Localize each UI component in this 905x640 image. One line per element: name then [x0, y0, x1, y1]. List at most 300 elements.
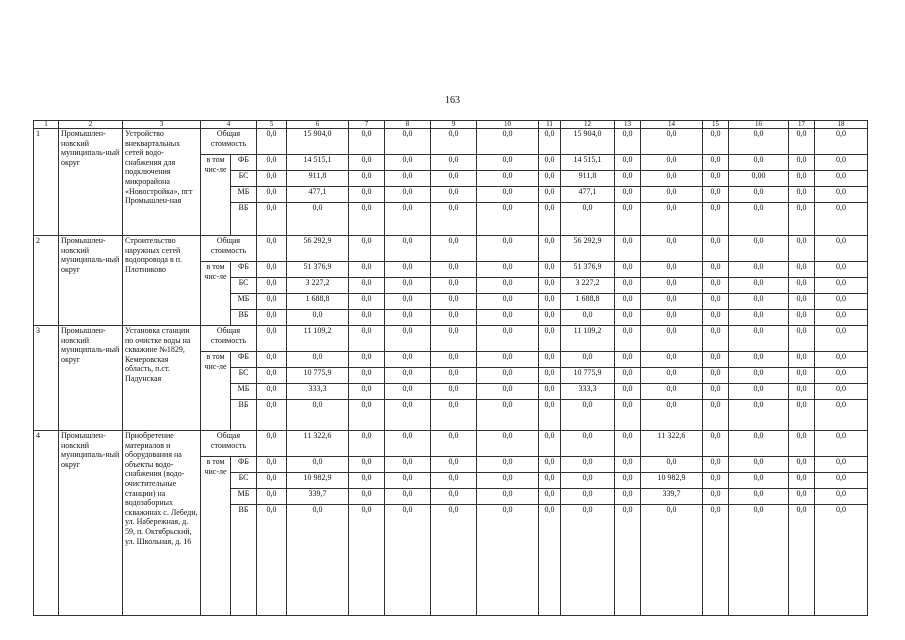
value-cell: 0,0: [477, 352, 539, 368]
value-cell: 0,0: [385, 505, 431, 616]
value-cell: 0,0: [431, 203, 477, 236]
value-cell: 11 109,2: [561, 326, 615, 352]
value-cell: 0,0: [349, 489, 385, 505]
value-cell: 0,0: [349, 457, 385, 473]
value-cell: 0,0: [641, 262, 703, 278]
value-cell: 0,0: [729, 187, 789, 203]
value-cell: 0,0: [729, 294, 789, 310]
value-cell: 0,0: [257, 457, 287, 473]
value-cell: 0,0: [641, 294, 703, 310]
value-cell: 0,0: [789, 203, 815, 236]
value-cell: 51 376,9: [561, 262, 615, 278]
page-number: 163: [445, 95, 460, 106]
value-cell: 0,0: [385, 155, 431, 171]
value-cell: 339,7: [287, 489, 349, 505]
value-cell: 0,0: [257, 431, 287, 457]
column-number: 12: [561, 121, 615, 129]
value-cell: 0,0: [641, 400, 703, 431]
value-cell: 0,0: [815, 489, 868, 505]
column-number: 8: [385, 121, 431, 129]
value-cell: 0,0: [349, 187, 385, 203]
value-cell: 0,0: [815, 326, 868, 352]
value-cell: 0,0: [257, 278, 287, 294]
column-number: 17: [789, 121, 815, 129]
value-cell: 0,0: [561, 457, 615, 473]
value-cell: 0,0: [431, 155, 477, 171]
value-cell: 0,0: [349, 352, 385, 368]
value-cell: 0,0: [431, 326, 477, 352]
total-cost-label: Общая стоимость: [201, 129, 257, 155]
value-cell: 0,0: [615, 203, 641, 236]
value-cell: 0,0: [729, 384, 789, 400]
value-cell: 0,0: [703, 203, 729, 236]
value-cell: 0,0: [477, 129, 539, 155]
funding-source: МБ: [231, 187, 257, 203]
value-cell: 0,0: [477, 368, 539, 384]
value-cell: 333,3: [287, 384, 349, 400]
column-number: 6: [287, 121, 349, 129]
value-cell: 0,0: [615, 171, 641, 187]
column-number: 10: [477, 121, 539, 129]
value-cell: 0,0: [729, 473, 789, 489]
value-cell: 0,0: [641, 187, 703, 203]
project-number: 2: [34, 236, 59, 326]
value-cell: 0,0: [385, 473, 431, 489]
funding-source: ВБ: [231, 203, 257, 236]
value-cell: 51 376,9: [287, 262, 349, 278]
value-cell: 0,0: [349, 236, 385, 262]
funding-source: БС: [231, 473, 257, 489]
value-cell: 0,0: [385, 203, 431, 236]
value-cell: 0,0: [789, 400, 815, 431]
value-cell: 0,0: [257, 129, 287, 155]
value-cell: 0,0: [561, 400, 615, 431]
value-cell: 0,0: [385, 236, 431, 262]
value-cell: 477,1: [287, 187, 349, 203]
value-cell: 0,0: [641, 129, 703, 155]
value-cell: 0,0: [641, 352, 703, 368]
district-name: Промышлен-новский муниципаль-ный округ: [59, 326, 123, 431]
funding-source: БС: [231, 368, 257, 384]
value-cell: 0,0: [431, 129, 477, 155]
value-cell: 0,0: [615, 129, 641, 155]
value-cell: 0,0: [703, 310, 729, 326]
value-cell: 0,0: [287, 400, 349, 431]
value-cell: 0,0: [615, 155, 641, 171]
value-cell: 0,0: [815, 384, 868, 400]
table-row: [34, 326, 868, 352]
column-number: 4: [201, 121, 257, 129]
value-cell: 0,0: [641, 457, 703, 473]
value-cell: 0,0: [703, 171, 729, 187]
value-cell: 0,0: [385, 384, 431, 400]
value-cell: 0,0: [789, 384, 815, 400]
value-cell: 0,0: [789, 278, 815, 294]
value-cell: 0,0: [287, 505, 349, 616]
funding-source: БС: [231, 278, 257, 294]
value-cell: 10 982,9: [641, 473, 703, 489]
value-cell: 0,0: [477, 457, 539, 473]
column-number: 7: [349, 121, 385, 129]
value-cell: 0,0: [257, 262, 287, 278]
value-cell: 15 904,0: [287, 129, 349, 155]
value-cell: 0,0: [257, 187, 287, 203]
value-cell: 0,0: [385, 187, 431, 203]
project-name: Установка станции по очистке воды на скважине №1829, Кемеровская область, п.ст. Падунская: [123, 326, 201, 431]
value-cell: 0,0: [385, 310, 431, 326]
budget-table: [33, 120, 868, 616]
value-cell: 0,0: [615, 400, 641, 431]
value-cell: 0,0: [815, 368, 868, 384]
column-number: 14: [641, 121, 703, 129]
value-cell: 0,0: [815, 155, 868, 171]
value-cell: 0,0: [641, 368, 703, 384]
value-cell: 0,0: [539, 368, 561, 384]
value-cell: 0,0: [431, 171, 477, 187]
value-cell: 0,0: [815, 171, 868, 187]
value-cell: 0,0: [815, 352, 868, 368]
value-cell: 0,0: [641, 278, 703, 294]
value-cell: 0,0: [349, 155, 385, 171]
value-cell: 911,8: [561, 171, 615, 187]
value-cell: 0,0: [257, 400, 287, 431]
value-cell: 0,0: [703, 294, 729, 310]
value-cell: 0,0: [385, 294, 431, 310]
value-cell: 0,0: [729, 262, 789, 278]
project-name: Строительство наружных сетей водопровода в п. Плотниково: [123, 236, 201, 326]
funding-source: МБ: [231, 384, 257, 400]
column-number: 1: [34, 121, 59, 129]
value-cell: 0,0: [561, 505, 615, 616]
value-cell: 0,0: [641, 171, 703, 187]
value-cell: 0,0: [641, 384, 703, 400]
value-cell: 0,0: [431, 400, 477, 431]
value-cell: 0,0: [703, 262, 729, 278]
value-cell: 0,0: [615, 310, 641, 326]
value-cell: 0,0: [257, 489, 287, 505]
value-cell: 3 227,2: [287, 278, 349, 294]
value-cell: 0,0: [789, 171, 815, 187]
value-cell: 0,0: [703, 489, 729, 505]
value-cell: 0,0: [815, 457, 868, 473]
value-cell: 0,0: [815, 129, 868, 155]
value-cell: 0,0: [431, 352, 477, 368]
value-cell: 0,0: [477, 187, 539, 203]
funding-source: ФБ: [231, 262, 257, 278]
value-cell: 0,0: [539, 155, 561, 171]
district-name: Промышлен-новский муниципаль-ный округ: [59, 129, 123, 236]
column-number: 15: [703, 121, 729, 129]
value-cell: 0,0: [349, 431, 385, 457]
value-cell: 0,0: [385, 262, 431, 278]
value-cell: 0,0: [539, 352, 561, 368]
in-total-label: в том чис-ле: [201, 155, 231, 236]
funding-source: ФБ: [231, 155, 257, 171]
value-cell: 0,0: [815, 473, 868, 489]
value-cell: 0,0: [385, 400, 431, 431]
project-name: Устройство внеквартальных сетей водо-снабжения для подключения микрорайона «Новостройка», пгт Промышлен-ная: [123, 129, 201, 236]
value-cell: 0,0: [539, 187, 561, 203]
value-cell: 0,0: [431, 457, 477, 473]
value-cell: 0,0: [789, 236, 815, 262]
value-cell: 0,0: [729, 155, 789, 171]
value-cell: 0,0: [789, 473, 815, 489]
value-cell: 0,0: [431, 236, 477, 262]
value-cell: 0,0: [539, 278, 561, 294]
table-row: [34, 236, 868, 262]
value-cell: 0,0: [431, 431, 477, 457]
value-cell: 0,0: [349, 384, 385, 400]
value-cell: 0,0: [257, 505, 287, 616]
value-cell: 0,0: [729, 489, 789, 505]
value-cell: 0,0: [561, 489, 615, 505]
value-cell: 0,0: [257, 236, 287, 262]
value-cell: 0,0: [431, 187, 477, 203]
value-cell: 0,00: [729, 171, 789, 187]
table-row: [34, 431, 868, 457]
value-cell: 0,0: [729, 457, 789, 473]
value-cell: 0,0: [539, 473, 561, 489]
value-cell: 0,0: [789, 326, 815, 352]
column-number: 2: [59, 121, 123, 129]
value-cell: 0,0: [641, 326, 703, 352]
value-cell: 0,0: [789, 431, 815, 457]
value-cell: 0,0: [477, 310, 539, 326]
value-cell: 11 322,6: [641, 431, 703, 457]
value-cell: 0,0: [615, 326, 641, 352]
value-cell: 0,0: [789, 187, 815, 203]
value-cell: 0,0: [703, 457, 729, 473]
value-cell: 0,0: [349, 505, 385, 616]
value-cell: 11 109,2: [287, 326, 349, 352]
value-cell: 0,0: [539, 489, 561, 505]
value-cell: 0,0: [815, 400, 868, 431]
funding-source: БС: [231, 171, 257, 187]
value-cell: 0,0: [539, 431, 561, 457]
value-cell: 56 292,9: [287, 236, 349, 262]
value-cell: 0,0: [257, 171, 287, 187]
value-cell: 0,0: [431, 505, 477, 616]
value-cell: 0,0: [477, 203, 539, 236]
column-number: 5: [257, 121, 287, 129]
value-cell: 0,0: [641, 505, 703, 616]
value-cell: 0,0: [703, 505, 729, 616]
value-cell: 11 322,6: [287, 431, 349, 457]
value-cell: 0,0: [641, 310, 703, 326]
value-cell: 0,0: [539, 129, 561, 155]
value-cell: 0,0: [615, 352, 641, 368]
value-cell: 0,0: [477, 505, 539, 616]
value-cell: 0,0: [539, 384, 561, 400]
column-number: 18: [815, 121, 868, 129]
in-total-label: в том чис-ле: [201, 352, 231, 431]
value-cell: 0,0: [729, 129, 789, 155]
value-cell: 0,0: [385, 431, 431, 457]
value-cell: 56 292,9: [561, 236, 615, 262]
value-cell: 0,0: [815, 203, 868, 236]
value-cell: 0,0: [789, 352, 815, 368]
value-cell: 0,0: [815, 310, 868, 326]
value-cell: 0,0: [561, 431, 615, 457]
project-name: Приобретение материалов и оборудования на объекты водо-снабжения (водо-очистительные станции) на водозаборных скважинах с. Лебеди, ул. Набережная, д. 59, п. Октябрьский, ул. Школьная, д. 16: [123, 431, 201, 616]
value-cell: 0,0: [385, 171, 431, 187]
value-cell: 0,0: [815, 278, 868, 294]
value-cell: 0,0: [431, 310, 477, 326]
value-cell: 0,0: [615, 384, 641, 400]
value-cell: 10 982,9: [287, 473, 349, 489]
value-cell: 0,0: [385, 278, 431, 294]
value-cell: 0,0: [703, 368, 729, 384]
value-cell: 0,0: [703, 326, 729, 352]
value-cell: 339,7: [641, 489, 703, 505]
value-cell: 0,0: [287, 203, 349, 236]
value-cell: 0,0: [349, 326, 385, 352]
value-cell: 1 688,8: [287, 294, 349, 310]
funding-source: ВБ: [231, 505, 257, 616]
value-cell: 333,3: [561, 384, 615, 400]
value-cell: 0,0: [789, 489, 815, 505]
value-cell: 0,0: [431, 262, 477, 278]
value-cell: 0,0: [703, 278, 729, 294]
value-cell: 0,0: [349, 129, 385, 155]
value-cell: 0,0: [703, 129, 729, 155]
value-cell: 0,0: [615, 187, 641, 203]
value-cell: 0,0: [789, 155, 815, 171]
value-cell: 0,0: [815, 294, 868, 310]
value-cell: 15 904,0: [561, 129, 615, 155]
value-cell: 0,0: [349, 278, 385, 294]
value-cell: 3 227,2: [561, 278, 615, 294]
value-cell: 0,0: [477, 236, 539, 262]
value-cell: 14 515,1: [561, 155, 615, 171]
value-cell: 0,0: [615, 431, 641, 457]
value-cell: 0,0: [349, 262, 385, 278]
value-cell: 0,0: [729, 203, 789, 236]
value-cell: 0,0: [385, 457, 431, 473]
value-cell: 0,0: [561, 203, 615, 236]
value-cell: 0,0: [729, 431, 789, 457]
value-cell: 10 775,9: [561, 368, 615, 384]
value-cell: 0,0: [729, 236, 789, 262]
value-cell: 0,0: [615, 294, 641, 310]
value-cell: 0,0: [789, 457, 815, 473]
value-cell: 0,0: [349, 310, 385, 326]
value-cell: 0,0: [815, 187, 868, 203]
value-cell: 0,0: [703, 352, 729, 368]
value-cell: 0,0: [385, 326, 431, 352]
value-cell: 0,0: [539, 505, 561, 616]
value-cell: 0,0: [539, 262, 561, 278]
value-cell: 0,0: [257, 155, 287, 171]
funding-source: ФБ: [231, 352, 257, 368]
value-cell: 0,0: [431, 368, 477, 384]
value-cell: 0,0: [539, 400, 561, 431]
column-number: 3: [123, 121, 201, 129]
value-cell: 0,0: [615, 473, 641, 489]
value-cell: 0,0: [703, 236, 729, 262]
value-cell: 0,0: [257, 368, 287, 384]
total-cost-label: Общая стоимость: [201, 236, 257, 262]
value-cell: 0,0: [789, 505, 815, 616]
value-cell: 0,0: [349, 368, 385, 384]
value-cell: 0,0: [615, 489, 641, 505]
value-cell: 0,0: [477, 431, 539, 457]
in-total-label: в том чис-ле: [201, 457, 231, 616]
value-cell: 0,0: [477, 473, 539, 489]
column-number: 11: [539, 121, 561, 129]
value-cell: 0,0: [257, 384, 287, 400]
value-cell: 0,0: [703, 431, 729, 457]
value-cell: 0,0: [431, 473, 477, 489]
value-cell: 0,0: [539, 203, 561, 236]
value-cell: 0,0: [477, 294, 539, 310]
value-cell: 0,0: [539, 294, 561, 310]
value-cell: 10 775,9: [287, 368, 349, 384]
value-cell: 0,0: [349, 400, 385, 431]
value-cell: 0,0: [703, 384, 729, 400]
value-cell: 0,0: [539, 457, 561, 473]
value-cell: 0,0: [477, 155, 539, 171]
total-cost-label: Общая стоимость: [201, 326, 257, 352]
value-cell: 0,0: [789, 294, 815, 310]
funding-source: ВБ: [231, 400, 257, 431]
total-cost-label: Общая стоимость: [201, 431, 257, 457]
column-number: 16: [729, 121, 789, 129]
district-name: Промышлен-новский муниципаль-ный округ: [59, 236, 123, 326]
district-name: Промышлен-новский муниципаль-ный округ: [59, 431, 123, 616]
value-cell: 0,0: [615, 457, 641, 473]
value-cell: 0,0: [477, 171, 539, 187]
value-cell: 0,0: [615, 262, 641, 278]
value-cell: 0,0: [385, 129, 431, 155]
value-cell: 0,0: [287, 457, 349, 473]
value-cell: 0,0: [385, 489, 431, 505]
value-cell: 1 688,8: [561, 294, 615, 310]
column-number-row: [34, 121, 868, 129]
value-cell: 0,0: [815, 262, 868, 278]
value-cell: 0,0: [349, 171, 385, 187]
value-cell: 0,0: [257, 326, 287, 352]
value-cell: 0,0: [385, 352, 431, 368]
value-cell: 0,0: [789, 310, 815, 326]
value-cell: 0,0: [703, 155, 729, 171]
value-cell: 0,0: [431, 294, 477, 310]
value-cell: 0,0: [789, 129, 815, 155]
value-cell: 0,0: [287, 310, 349, 326]
value-cell: 0,0: [789, 262, 815, 278]
value-cell: 0,0: [539, 310, 561, 326]
value-cell: 0,0: [257, 352, 287, 368]
funding-source: ФБ: [231, 457, 257, 473]
value-cell: 0,0: [561, 352, 615, 368]
value-cell: 0,0: [703, 473, 729, 489]
value-cell: 0,0: [561, 473, 615, 489]
value-cell: 0,0: [539, 171, 561, 187]
project-number: 1: [34, 129, 59, 236]
value-cell: 0,0: [385, 368, 431, 384]
value-cell: 0,0: [615, 236, 641, 262]
value-cell: 0,0: [431, 384, 477, 400]
value-cell: 0,0: [257, 294, 287, 310]
value-cell: 0,0: [257, 473, 287, 489]
value-cell: 911,8: [287, 171, 349, 187]
value-cell: 0,0: [539, 326, 561, 352]
column-number: 9: [431, 121, 477, 129]
value-cell: 0,0: [287, 352, 349, 368]
value-cell: 0,0: [477, 400, 539, 431]
value-cell: 0,0: [641, 236, 703, 262]
value-cell: 0,0: [349, 473, 385, 489]
